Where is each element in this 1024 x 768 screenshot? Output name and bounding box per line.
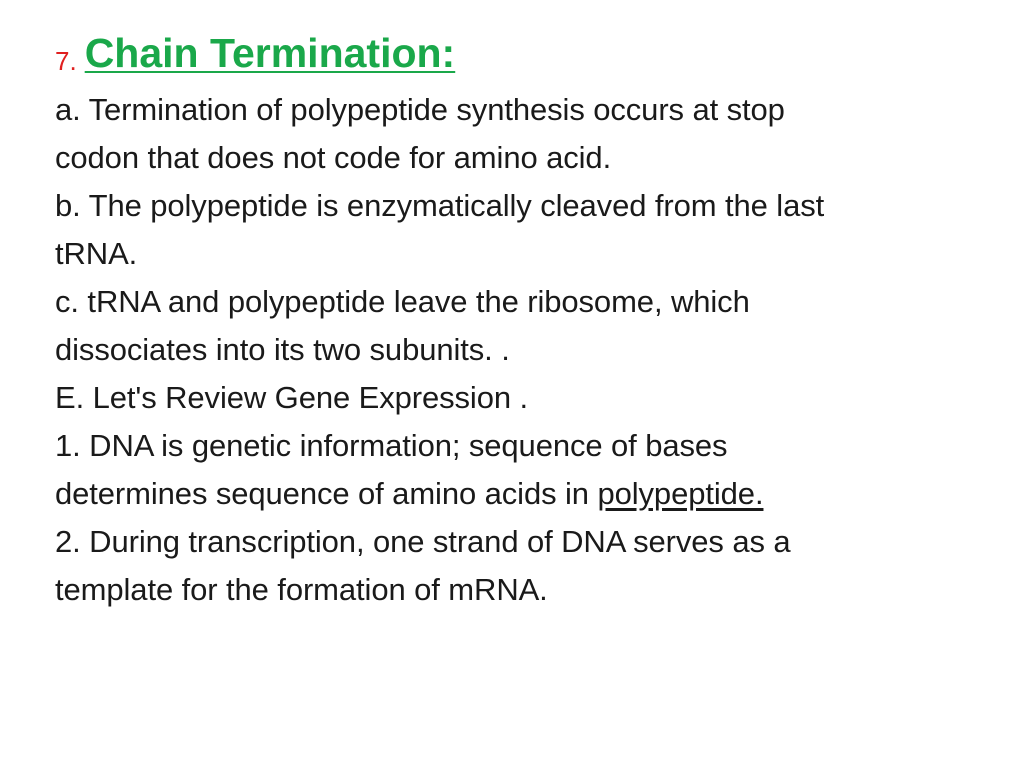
slide-heading — [55, 24, 985, 80]
heading-number: 7. — [55, 46, 77, 76]
text-line: dissociates into its two subunits. . — [55, 332, 510, 367]
text-line: c. tRNA and polypeptide leave the ribosome, which — [55, 284, 750, 319]
text-line: tRNA. — [55, 236, 138, 271]
text-line: b. The polypeptide is enzymatically cleaved from the last — [55, 188, 825, 223]
text-line: 1. DNA is genetic information; sequence of bases — [55, 428, 728, 463]
slide-content — [55, 24, 985, 614]
underlined-term: polypeptide. — [597, 476, 764, 511]
text-line-start: determines sequence of amino acids in — [55, 476, 598, 511]
text-line: template for the formation of mRNA. — [55, 572, 548, 607]
text-line: a. Termination of polypeptide synthesis occurs at stop — [55, 92, 785, 127]
heading-title: Chain Termination: — [84, 30, 456, 76]
text-line — [55, 470, 985, 518]
body-text — [55, 86, 985, 614]
text-line: E. Let's Review Gene Expression . — [55, 380, 529, 415]
text-line: codon that does not code for amino acid. — [55, 140, 612, 175]
text-line: 2. During transcription, one strand of DNA serves as a — [55, 524, 791, 559]
